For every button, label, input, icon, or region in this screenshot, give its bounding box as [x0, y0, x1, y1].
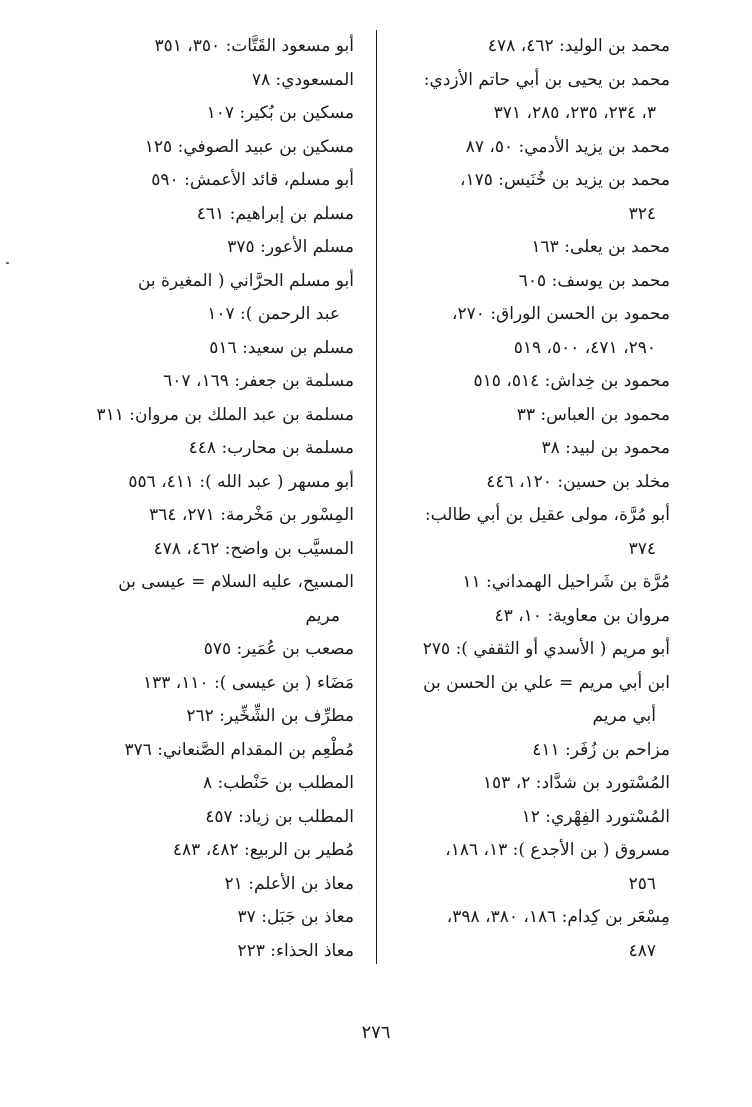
- index-entry: [380, 265, 670, 299]
- index-entry: [54, 734, 354, 768]
- index-entry: [380, 365, 670, 399]
- index-entry: [380, 499, 670, 566]
- index-entry-continuation: ٢٥٦: [628, 873, 656, 894]
- index-entry: [54, 432, 354, 466]
- index-entry-text: محمود بن الحسن الوراق: ٢٧٠،: [452, 304, 670, 324]
- index-entry: [380, 801, 670, 835]
- index-entry: [54, 164, 354, 198]
- index-entry: [54, 97, 354, 131]
- index-entry-text: معاذ الحذاء: ٢٢٣: [237, 940, 354, 961]
- index-entry: [380, 466, 670, 500]
- index-entry: [380, 901, 670, 968]
- index-entry: [380, 667, 670, 734]
- index-entry-text: مخلد بن حسين: ١٢٠، ٤٤٦: [486, 471, 670, 492]
- index-entry-continuation: أبي مريم: [592, 706, 656, 726]
- index-entry: [380, 734, 670, 768]
- index-entry-text: محمد بن يحيى بن أبي حاتم الأزدي:: [423, 69, 670, 90]
- index-entry-text: مزاحم بن زُفَر: ٤١١: [532, 739, 670, 760]
- page-number: ٢٧٦: [361, 1022, 391, 1043]
- index-entry-continuation: ٣٢٤: [628, 203, 656, 224]
- index-entry-continuation: مريم: [305, 605, 340, 626]
- index-entry-text: مُطير بن الربيع: ٤٨٢، ٤٨٣: [172, 840, 354, 860]
- index-entry: [54, 633, 354, 667]
- index-entry: [54, 667, 354, 701]
- index-entry-continuation: ٤٨٧: [628, 940, 656, 961]
- index-entry: [380, 231, 670, 265]
- index-entry-text: المسيَّب بن واضح: ٤٦٢، ٤٧٨: [153, 538, 354, 559]
- index-entry: [54, 935, 354, 969]
- index-entry: [380, 566, 670, 600]
- index-entry-text: مصعب بن عُمَير: ٥٧٥: [203, 639, 354, 659]
- index-entry: [54, 700, 354, 734]
- index-entry-continuation: ٢٩٠، ٤٧١، ٥٠٠، ٥١٩: [513, 337, 656, 358]
- index-entry: [54, 767, 354, 801]
- index-entry: [54, 231, 354, 265]
- index-entry: [54, 533, 354, 567]
- index-entry: [380, 64, 670, 131]
- scan-speck: [6, 262, 9, 264]
- index-entry: [54, 499, 354, 533]
- index-entry-text: محمود بن خِداش: ٥١٤، ٥١٥: [473, 371, 670, 391]
- index-entry: [54, 901, 354, 935]
- index-entry-text: مروان بن معاوية: ١٠، ٤٣: [494, 605, 670, 626]
- index-entry-text: مسكين بن عبيد الصوفي: ١٢٥: [144, 136, 354, 157]
- index-column-left: [54, 30, 354, 968]
- index-entry-text: مسلمة بن محارب: ٤٤٨: [188, 438, 354, 458]
- index-entry-text: المِسْور بن مَخْرمة: ٢٧١، ٣٦٤: [149, 505, 354, 525]
- index-entry-text: مَضَاء ( بن عيسى ): ١١٠، ١٣٣: [142, 672, 354, 693]
- index-entry-text: المُسْتورد الفِهْري: ١٢: [521, 806, 670, 827]
- index-entry: [380, 834, 670, 901]
- index-entry-text: محمود بن لبيد: ٣٨: [541, 438, 670, 458]
- index-entry-text: المطلب بن زياد: ٤٥٧: [205, 806, 354, 827]
- index-entry-text: أبو مريم ( الأسدي أو الثقفي ): ٢٧٥: [422, 639, 670, 659]
- index-entry-text: مسلم بن سعيد: ٥١٦: [209, 337, 354, 358]
- index-column-right: [380, 30, 670, 968]
- index-entry-text: محمد بن يعلى: ١٦٣: [531, 237, 670, 257]
- index-entry: [54, 834, 354, 868]
- index-entry-continuation: ٣٧٤: [628, 538, 656, 559]
- index-entry-text: محمد بن يوسف: ٦٠٥: [518, 270, 670, 291]
- index-entry-text: أبو مسهر ( عبد الله ): ٤١١، ٥٥٦: [128, 471, 354, 492]
- index-entry-continuation: ٣، ٢٣٤، ٢٣٥، ٢٨٥، ٣٧١: [493, 103, 656, 123]
- index-entry-text: مسكين بن بُكير: ١٠٧: [206, 103, 354, 123]
- index-entry: [380, 767, 670, 801]
- index-entry: [54, 868, 354, 902]
- index-entry: [380, 131, 670, 165]
- index-entry: [54, 64, 354, 98]
- index-entry-text: المطلب بن حَنْطب: ٨: [202, 773, 354, 793]
- index-entry: [54, 30, 354, 64]
- index-entry-text: المسيح، عليه السلام = عيسى بن: [118, 572, 354, 592]
- index-entry-text: محمد بن يزيد الأدمي: ٥٠، ٨٧: [465, 136, 670, 157]
- index-entry: [380, 30, 670, 64]
- index-entry-text: معاذ بن الأعلم: ٢١: [224, 873, 354, 894]
- index-entry: [380, 399, 670, 433]
- index-entry: [54, 801, 354, 835]
- index-entry: [380, 432, 670, 466]
- index-entry: [54, 365, 354, 399]
- index-entry-text: أبو مُرَّة، مولى عقيل بن أبي طالب:: [424, 505, 670, 525]
- index-entry: [54, 566, 354, 633]
- column-divider: [376, 30, 377, 964]
- index-entry: [380, 600, 670, 634]
- index-entry: [54, 265, 354, 332]
- index-entry-continuation: عبد الرحمن ): ١٠٧: [207, 304, 340, 324]
- index-entry-text: أبو مسعود القَتَّات: ٣٥٠، ٣٥١: [154, 36, 354, 56]
- index-entry-text: المسعودي: ٧٨: [251, 69, 354, 90]
- index-entry: [54, 131, 354, 165]
- index-entry: [54, 466, 354, 500]
- index-entry-text: مسلم بن إبراهيم: ٤٦١: [196, 203, 354, 224]
- index-entry-text: مسلمة بن عبد الملك بن مروان: ٣١١: [96, 404, 354, 425]
- index-entry-text: أبو مسلم، قائد الأعمش: ٥٩٠: [151, 170, 354, 190]
- index-entry-text: ابن أبي مريم = علي بن الحسن بن: [423, 672, 670, 693]
- index-entry-text: معاذ بن جَبَل: ٣٧: [237, 907, 354, 927]
- index-entry-text: أبو مسلم الحرَّاني ( المغيرة بن: [137, 270, 354, 291]
- index-entry-text: المُسْتورد بن شدَّاد: ٢، ١٥٣: [482, 773, 670, 793]
- index-entry-text: مِسْعَر بن كِدام: ١٨٦، ٣٨٠، ٣٩٨،: [446, 907, 670, 927]
- index-entry-text: مُرَّة بن شَراحيل الهمداني: ١١: [462, 572, 670, 592]
- index-entry-text: محمد بن الوليد: ٤٦٢، ٤٧٨: [487, 36, 670, 56]
- index-entry-text: مسلمة بن جعفر: ١٦٩، ٦٠٧: [163, 371, 354, 391]
- index-entry: [54, 399, 354, 433]
- index-entry: [380, 164, 670, 231]
- index-entry-text: محمد بن يزيد بن خُنَيس: ١٧٥،: [459, 170, 670, 190]
- index-entry-text: مسروق ( بن الأجدع ): ١٣، ١٨٦،: [445, 840, 670, 860]
- index-entry: [54, 332, 354, 366]
- index-entry-text: محمود بن العباس: ٣٣: [516, 404, 670, 425]
- index-entry: [54, 198, 354, 232]
- index-entry: [380, 298, 670, 365]
- index-entry-text: مسلم الأعور: ٣٧٥: [227, 237, 354, 257]
- index-entry-text: مُطْعِم بن المقدام الصَّنعاني: ٣٧٦: [124, 739, 354, 760]
- index-entry: [380, 633, 670, 667]
- index-entry-text: مطرِّف بن الشِّخِّير: ٢٦٢: [186, 706, 354, 726]
